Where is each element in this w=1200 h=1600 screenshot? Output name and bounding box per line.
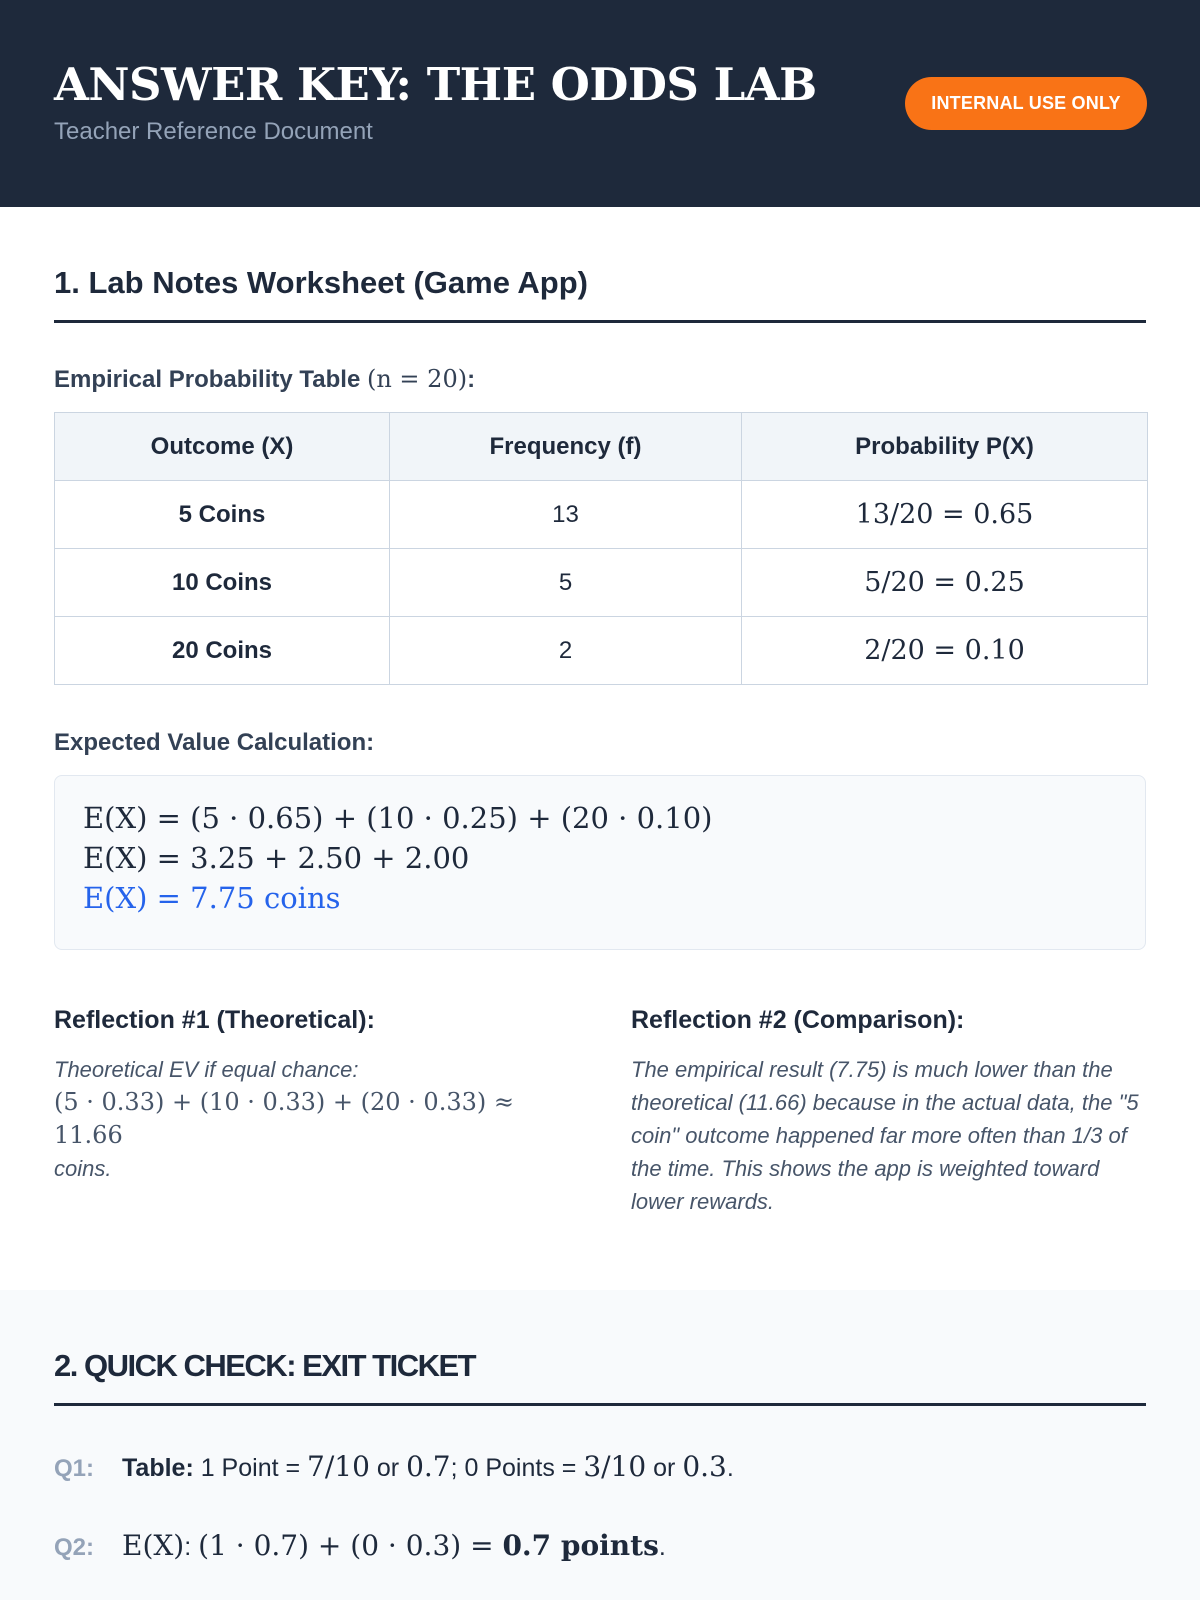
answer-text: . [658, 1533, 666, 1561]
column-header: Outcome (X) [55, 413, 390, 481]
frequency-cell: 13 [390, 481, 742, 549]
probability-cell: 2/20 = 0.10 [742, 617, 1148, 685]
table-row [55, 617, 1148, 685]
answer-math: (1 · 0.7) + (0 · 0.3) = [198, 1529, 503, 1562]
exit-ticket-section [0, 1290, 1200, 1600]
outcome-cell: 20 Coins [55, 617, 390, 685]
question-answer [122, 1450, 734, 1483]
answer-math: E(X) [122, 1529, 185, 1562]
reflection-text: The empirical result (7.75) is much lower than the theoretical (11.66) because in the actual data, the "5 coin" outcome happened far more often than 1/3 of the time. This shows the app is weighted toward lower rewards. [631, 1057, 1139, 1214]
column-header: Frequency (f) [390, 413, 742, 481]
answer-text: ; 0 Points = [450, 1454, 584, 1482]
probability-table [54, 412, 1148, 685]
answer-text: 1 Point = [193, 1454, 308, 1482]
answer-bold: 0.7 points [502, 1529, 659, 1562]
column-header: Probability P(X) [742, 413, 1148, 481]
reflection-theoretical [54, 1006, 569, 1218]
question-1 [54, 1450, 1146, 1483]
reflection-comparison [631, 1006, 1146, 1218]
question-answer [122, 1529, 666, 1562]
ev-line: E(X) = 3.25 + 2.50 + 2.00 [83, 841, 470, 875]
section-title: 1. Lab Notes Worksheet (Game App) [54, 207, 1146, 323]
table-label-suffix: : [467, 366, 476, 393]
answer-math: 0.3 [682, 1450, 727, 1483]
question-2 [54, 1529, 1146, 1562]
lab-notes-section [0, 207, 1200, 1218]
header [0, 0, 1200, 207]
answer-math: 3/10 [583, 1450, 647, 1483]
table-label [54, 365, 1146, 394]
ev-line: E(X) = (5 · 0.65) + (10 · 0.25) + (20 · 0.10) [83, 801, 713, 835]
table-row [55, 549, 1148, 617]
ev-final-line: E(X) = 7.75 coins [83, 881, 341, 915]
reflections [54, 1006, 1146, 1218]
frequency-cell: 5 [390, 549, 742, 617]
reflection-title: Reflection #2 (Comparison): [631, 1006, 965, 1034]
reflection-intro: Theoretical EV if equal chance: [54, 1057, 359, 1082]
outcome-cell: 5 Coins [55, 481, 390, 549]
ev-label: Expected Value Calculation: [54, 729, 375, 756]
outcome-cell: 10 Coins [55, 549, 390, 617]
reflection-title: Reflection #1 (Theoretical): [54, 1006, 375, 1034]
reflection-unit: coins. [54, 1156, 112, 1181]
answer-bold: Table: [122, 1454, 194, 1482]
frequency-cell: 2 [390, 617, 742, 685]
page-subtitle: Teacher Reference Document [54, 118, 373, 145]
table-header-row [55, 413, 1148, 481]
table-label-text: Empirical Probability Table [54, 366, 367, 393]
answer-math: 7/10 [307, 1450, 370, 1483]
probability-cell: 13/20 = 0.65 [742, 481, 1148, 549]
reflection-formula: (5 · 0.33) + (10 · 0.33) + (20 · 0.33) ≈ 11.66 [54, 1088, 514, 1149]
ev-calculation-box [54, 775, 1146, 950]
table-label-math: (n = 20) [366, 365, 468, 393]
section-title: 2. QUICK CHECK: EXIT TICKET [54, 1290, 1146, 1406]
reflection-text [54, 1053, 569, 1185]
answer-text: or [646, 1454, 683, 1482]
question-label: Q2: [54, 1534, 95, 1561]
probability-cell: 5/20 = 0.25 [742, 549, 1148, 617]
table-row [55, 481, 1148, 549]
question-label: Q1: [54, 1455, 95, 1482]
answer-text: . [726, 1454, 734, 1482]
page-title: ANSWER KEY: THE ODDS LAB [54, 58, 817, 111]
answer-math: 0.7 [406, 1450, 451, 1483]
answer-text: : [184, 1533, 199, 1561]
internal-use-badge: INTERNAL USE ONLY [905, 77, 1147, 130]
answer-text: or [369, 1454, 407, 1482]
